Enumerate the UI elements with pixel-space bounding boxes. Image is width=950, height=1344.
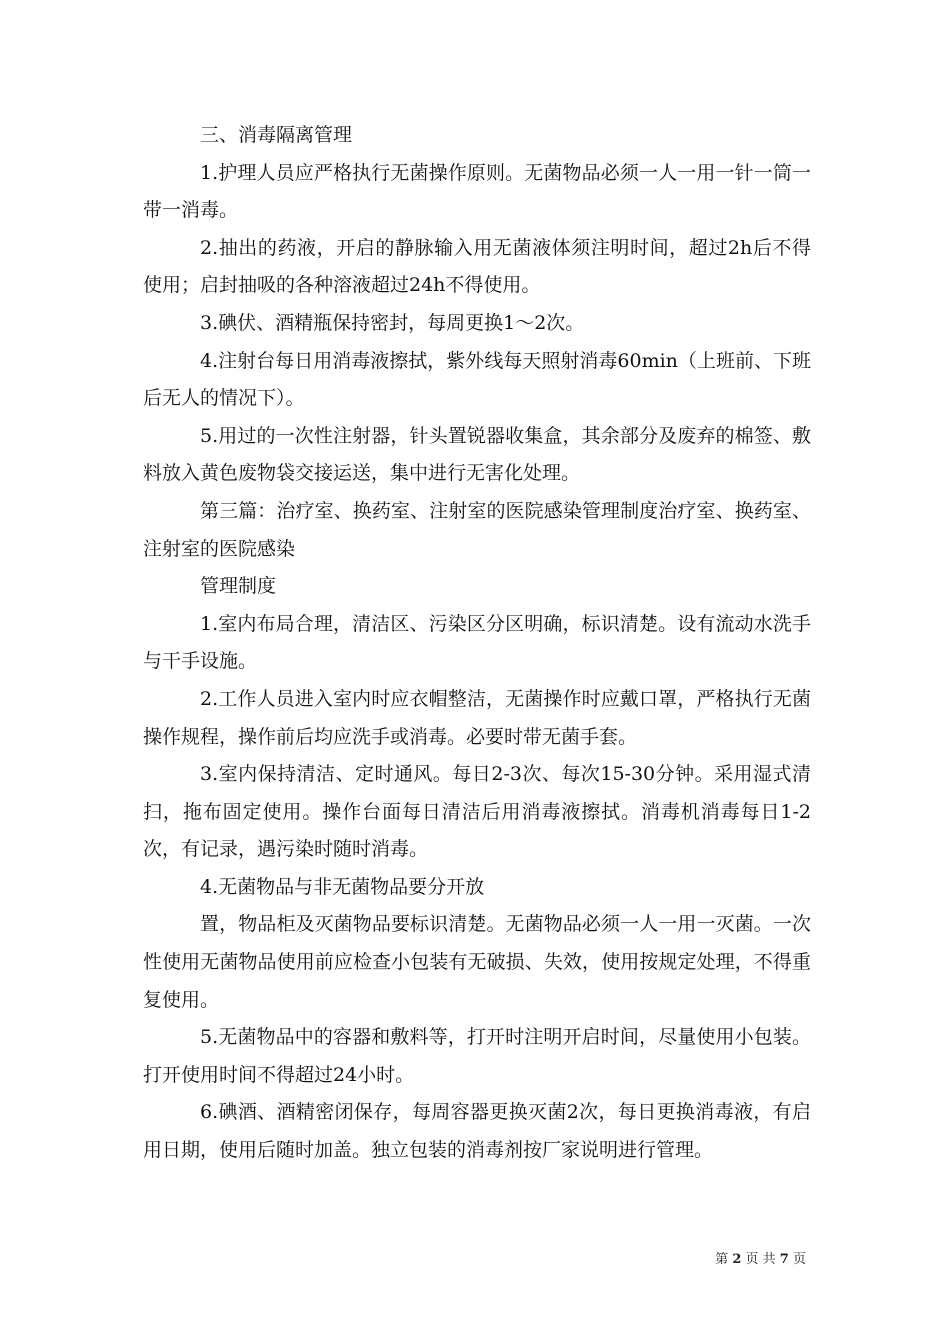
footer-page-number: 2	[732, 1252, 742, 1267]
paragraph: 置，物品柜及灭菌物品要标识清楚。无菌物品必须一人一用一灭菌。一次性使用无菌物品使用前应检查小包装有无破损、失效，使用按规定处理，不得重复使用。	[143, 913, 811, 1011]
document-body	[143, 117, 811, 1170]
paragraph: 1.护理人员应严格执行无菌操作原则。无菌物品必须一人一用一针一筒一带一消毒。	[143, 161, 811, 222]
section-heading: 三、消毒隔离管理	[200, 124, 353, 146]
paragraph: 2.抽出的药液，开启的静脉输入用无菌液体须注明时间，超过2h后不得使用；启封抽吸的各种溶液超过24h不得使用。	[143, 236, 811, 297]
paragraph: 1.室内布局合理，清洁区、污染区分区明确，标识清楚。设有流动水洗手与干手设施。	[143, 612, 811, 673]
paragraph: 4.注射台每日用消毒液擦拭，紫外线每天照射消毒60min（上班前、下班后无人的情况下）。	[143, 349, 811, 410]
footer-middle: 页 共	[745, 1252, 776, 1267]
footer-prefix: 第	[715, 1252, 729, 1267]
paragraph: 5.用过的一次性注射器，针头置锐器收集盒，其余部分及废弃的棉签、敷料放入黄色废物袋交接运送，集中进行无害化处理。	[143, 424, 811, 485]
paragraph: 6.碘酒、酒精密闭保存，每周容器更换灭菌2次，每日更换消毒液，有启用日期，使用后随时加盖。独立包装的消毒剂按厂家说明进行管理。	[143, 1101, 811, 1162]
chapter-title: 第三篇：治疗室、换药室、注射室的医院感染管理制度治疗室、换药室、注射室的医院感染	[143, 499, 811, 560]
paragraph: 4.无菌物品与非无菌物品要分开放	[200, 875, 485, 898]
paragraph: 2.工作人员进入室内时应衣帽整洁，无菌操作时应戴口罩，严格执行无菌操作规程，操作前后均应洗手或消毒。必要时带无菌手套。	[143, 687, 811, 748]
page-footer	[0, 1248, 806, 1267]
paragraph: 5.无菌物品中的容器和敷料等，打开时注明开启时间，尽量使用小包装。打开使用时间不得超过24小时。	[143, 1026, 811, 1086]
chapter-subtitle: 管理制度	[200, 575, 277, 598]
paragraph: 3.室内保持清洁、定时通风。每日2-3次、每次15-30分钟。采用湿式清扫，拖布固定使用。操作台面每日清洁后用消毒液擦拭。消毒机消毒每日1-2次，有记录，遇污染时随时消毒。	[143, 763, 811, 861]
footer-total-pages: 7	[779, 1252, 789, 1267]
footer-suffix: 页	[792, 1252, 806, 1267]
paragraph: 3.碘伏、酒精瓶保持密封，每周更换1～2次。	[200, 311, 585, 334]
